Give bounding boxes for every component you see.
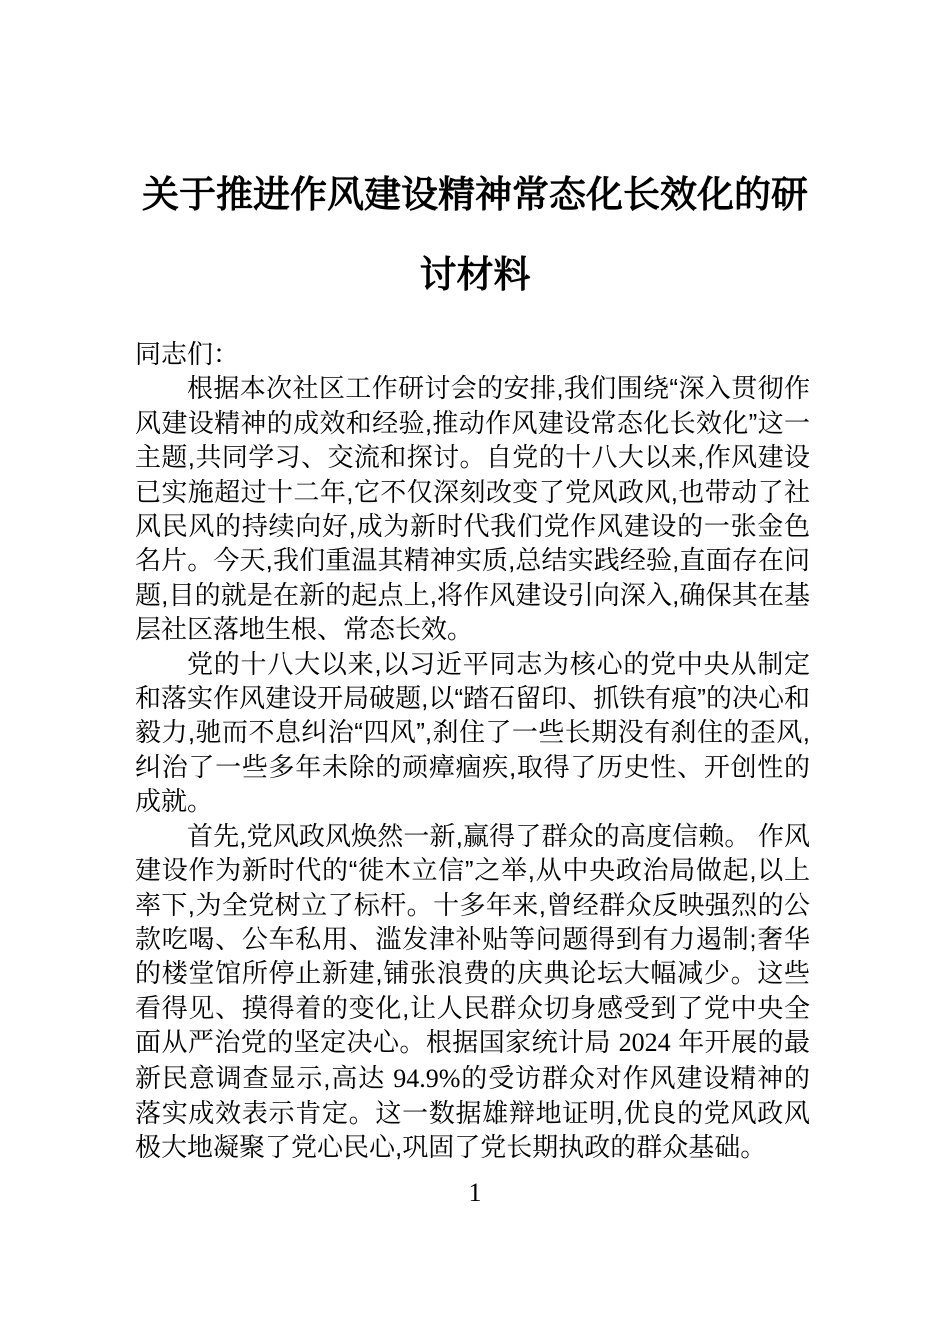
salutation: 同志们： <box>135 339 240 369</box>
document-body <box>135 337 810 1165</box>
paragraph-1: 根据本次社区工作研讨会的安排,我们围绕“深入贯彻作风建设精神的成效和经验,推动作风建设常态化长效化”这一主题,共同学习、交流和探讨。自党的十八大以来,作风建设已实施超过十二年,它不仅深刻改变了党风政风,也带动了社风民风的持续向好,成为新时代我们党作风建设的一张金色名片。今天,我们重温其精神实质,总结实践经验,直面存在问题,目的就是在新的起点上,将作风建设引向深入,确保其在基层社区落地生根、常态长效。 <box>135 373 810 645</box>
page-number: 1 <box>468 1178 482 1207</box>
paragraph-3: 首先,党风政风焕然一新,赢得了群众的高度信赖。 作风建设作为新时代的“徙木立信”之举,从中央政治局做起,以上率下,为全党树立了标杆。十多年来,曾经群众反映强烈的公款吃喝、公车私用、滥发津补贴等问题得到有力遏制;奢华的楼堂馆所停止新建,铺张浪费的庆典论坛大幅减少。这些看得见、摸得着的变化,让人民群众切身感受到了党中央全面从严治党的坚定决心。根据国家统计局 2024 年开展的最新民意调查显示,高达 94.9%的受访群众对作风建设精神的落实成效表示肯定。这一数据雄辩地证明,优良的党风政风极大地凝聚了党心民心,巩固了党长期执政的群众基础。 <box>135 820 810 1163</box>
paragraph-2: 党的十八大以来,以习近平同志为核心的党中央从制定和落实作风建设开局破题,以“踏石留印、抓铁有痕”的决心和毅力,驰而不息纠治“四风”,刹住了一些长期没有刹住的歪风,纠治了一些多年未除的顽瘴痼疾,取得了历史性、开创性的成就。 <box>135 648 810 817</box>
document-title: 关于推进作风建设精神常态化长效化的研讨材料 <box>142 174 808 295</box>
